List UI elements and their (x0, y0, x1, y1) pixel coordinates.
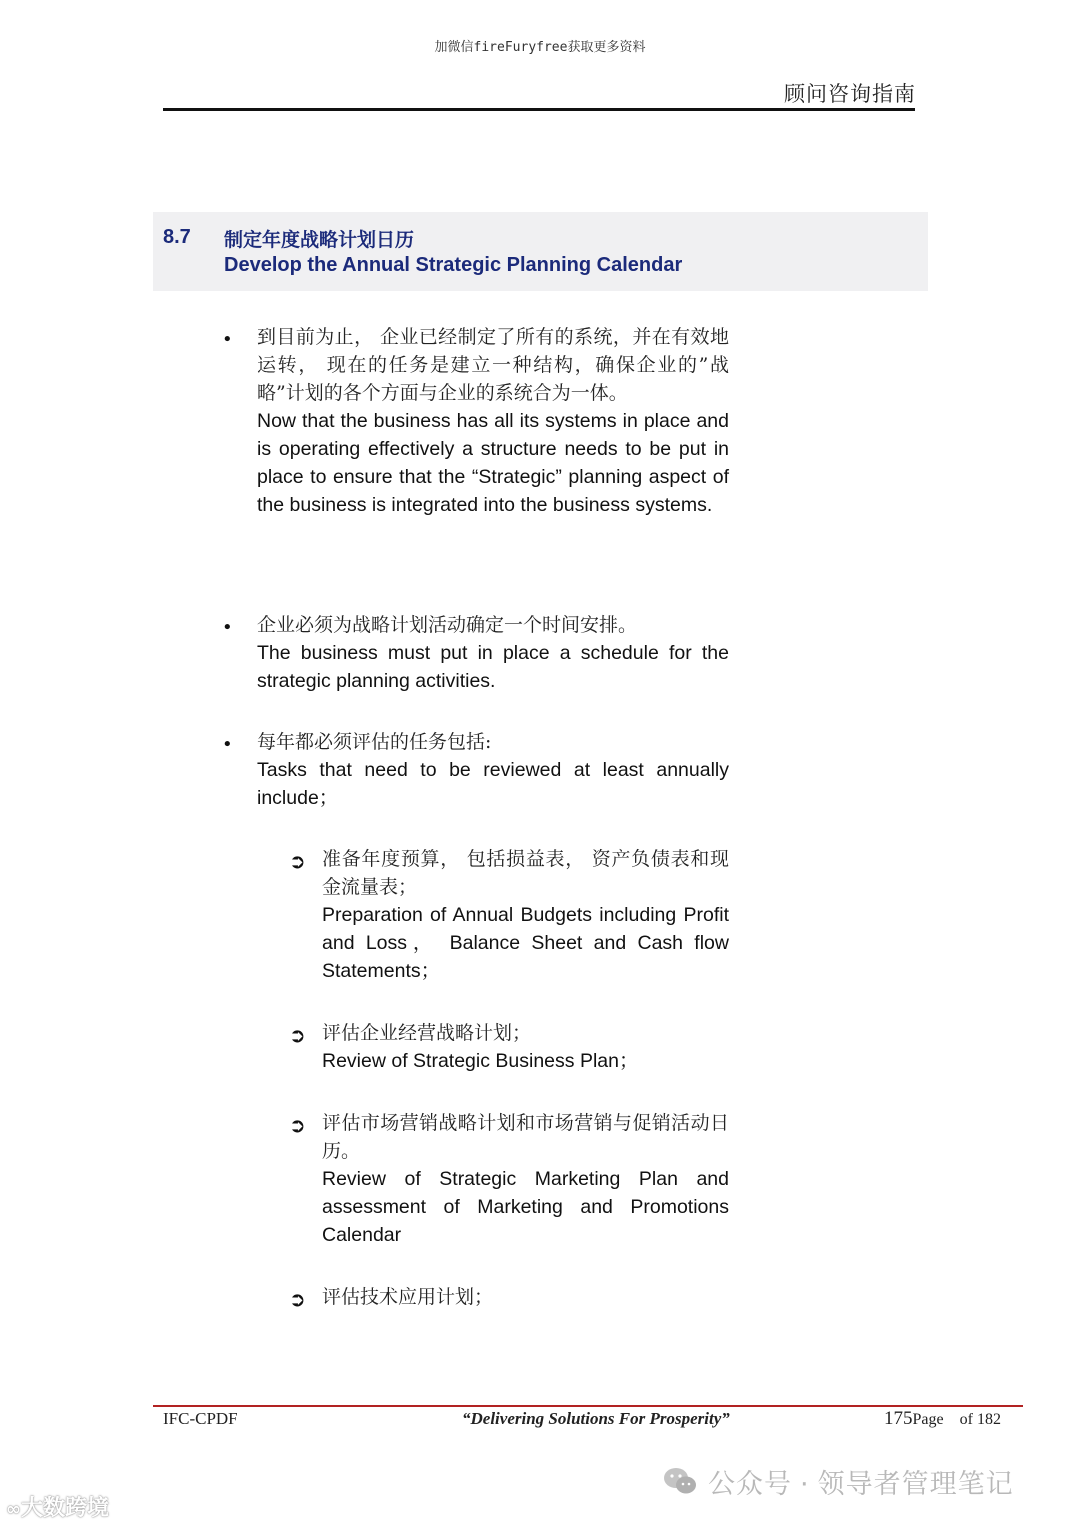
footer-doc-code: IFC-CPDF (163, 1409, 238, 1428)
sub-bullet-text-en: Review of Strategic Marketing Plan and assessment of Marketing and Promotions Calendar (322, 1168, 729, 1246)
arrow-bullet-icon: ➲ (289, 1287, 306, 1311)
sub-bullet-text-zh: 评估市场营销战略计划和市场营销与促销活动日历。 (322, 1112, 729, 1162)
bullet-dot-icon: • (222, 329, 233, 350)
watermark-prefix: 公众号 (708, 1469, 792, 1500)
watermark-name: 领导者管理笔记 (817, 1469, 1014, 1500)
bullet-item (257, 728, 729, 812)
section-title-zh: 制定年度战略计划日历 (224, 229, 415, 251)
watermark-dot: · (800, 1469, 810, 1500)
bullet-dot-icon: • (222, 734, 233, 755)
page-total: of 182 (959, 1411, 1001, 1428)
page-label: Page (912, 1411, 944, 1428)
section-number: 8.7 (163, 226, 191, 248)
wechat-watermark (708, 1462, 1014, 1501)
page-number: 175 (884, 1408, 913, 1429)
section-title-en: Develop the Annual Strategic Planning Calendar (224, 254, 683, 276)
bullet-text-zh: 到目前为止， 企业已经制定了所有的系统，并在有效地运转， 现在的任务是建立一种结构，确保企业的”战略”计划的各个方面与企业的系统合为一体。 (257, 326, 729, 404)
document-header-title: 顾问咨询指南 (784, 82, 916, 106)
bullet-text-zh: 每年都必须评估的任务包括: (257, 731, 492, 753)
top-watermark: 加微信fireFuryfree获取更多资料 (434, 40, 646, 55)
brand-watermark-text: 大数跨境 (21, 1496, 110, 1521)
bullet-text-en: Now that the business has all its systems in place and is operating effectively a structure needs to be put in place to ensure that the “Strategic” planning aspect of the business is integrated into the business systems. (257, 410, 729, 516)
footer-slogan: “Delivering Solutions For Prosperity” (462, 1409, 730, 1428)
sub-bullet-text-zh: 评估技术应用计划； (322, 1286, 494, 1308)
sub-bullet-item (322, 1109, 729, 1249)
bullet-item (257, 611, 729, 695)
arrow-bullet-icon: ➲ (289, 1023, 306, 1047)
header-rule (163, 108, 915, 111)
arrow-bullet-icon: ➲ (289, 849, 306, 873)
sub-bullet-text-zh: 评估企业经营战略计划； (322, 1022, 532, 1044)
brand-watermark (6, 1491, 109, 1522)
arrow-bullet-icon: ➲ (289, 1113, 306, 1137)
bullet-text-zh: 企业必须为战略计划活动确定一个时间安排。 (257, 614, 638, 636)
footer-page-indicator (884, 1408, 1001, 1430)
link-icon: ∞ (6, 1499, 21, 1520)
sub-bullet-item (322, 845, 729, 985)
bullet-text-en: Tasks that need to be reviewed at least annually include； (257, 759, 729, 809)
sub-bullet-item (322, 1283, 729, 1311)
sub-bullet-item (322, 1019, 729, 1075)
bullet-dot-icon: • (222, 617, 233, 638)
wechat-icon (662, 1466, 698, 1496)
bullet-text-en: The business must put in place a schedule for the strategic planning activities. (257, 642, 729, 692)
sub-bullet-text-en: Preparation of Annual Budgets including Profit and Loss， Balance Sheet and Cash flow Statements； (322, 904, 729, 982)
sub-bullet-text-en: Review of Strategic Business Plan； (322, 1050, 639, 1072)
bullet-item (257, 323, 729, 519)
sub-bullet-text-zh: 准备年度预算， 包括损益表， 资产负债表和现金流量表； (322, 848, 729, 898)
footer-rule (153, 1405, 1023, 1407)
